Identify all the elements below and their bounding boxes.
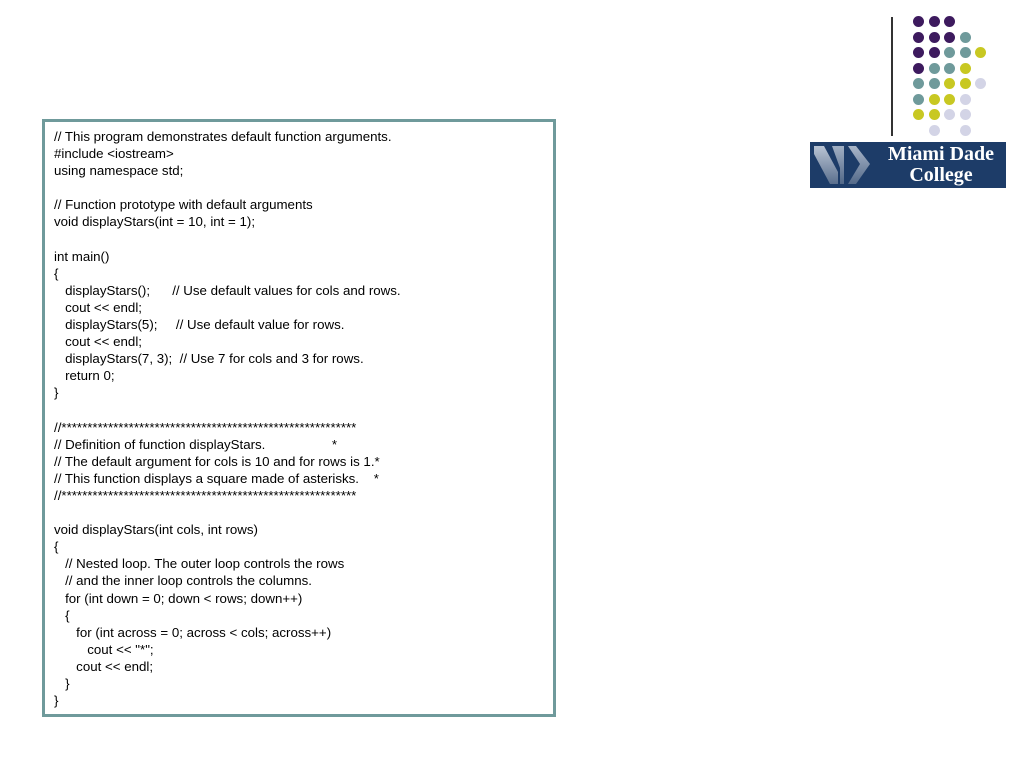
decorative-dot [944,16,955,27]
code-line: // This function displays a square made of asterisks. * [54,470,379,486]
code-line: { [54,539,59,555]
code-line: // Nested loop. The outer loop controls the rows [54,556,345,572]
logo-line-2: College [909,164,973,186]
code-line [54,179,401,196]
code-line: using namespace std; [54,163,184,179]
decorative-dot [944,109,955,120]
decorative-dot [929,32,940,43]
code-line: //********************************************************* [54,419,357,435]
code-line: // Function prototype with default arguments [54,197,313,213]
decorative-dot [944,47,955,58]
decorative-dot [929,78,940,89]
code-line: cout << endl; [54,658,154,674]
code-line: displayStars(); // Use default values for cols and rows. [54,282,401,298]
vertical-divider [891,17,893,136]
code-line: // This program demonstrates default function arguments. [54,129,392,144]
decorative-dot [960,94,971,105]
decorative-dot [913,78,924,89]
code-line: cout << endl; [54,334,142,350]
decorative-dot [960,125,971,136]
code-line: for (int across = 0; across < cols; across++) [54,624,332,640]
code-line [54,231,401,248]
decorative-dot [975,47,986,58]
logo-text [876,144,1006,186]
decorative-dot [913,47,924,58]
code-listing [54,128,401,709]
code-line: int main() [54,248,110,264]
decorative-dot [975,78,986,89]
code-line: #include <iostream> [54,146,174,162]
code-line: // and the inner loop controls the columns. [54,573,312,589]
code-line: displayStars(7, 3); // Use 7 for cols and 3 for rows. [54,351,364,367]
code-line: displayStars(5); // Use default value for rows. [54,317,345,333]
decorative-dot [929,109,940,120]
decorative-dot [913,109,924,120]
code-listing-box [42,119,556,717]
code-line: { [54,265,59,281]
logo-line-1: Miami Dade [887,143,995,165]
code-line [54,504,401,521]
code-line: } [54,385,59,401]
decorative-dot [960,32,971,43]
code-line: //********************************************************* [54,487,357,503]
decorative-dot [929,16,940,27]
code-line: return 0; [54,368,115,384]
logo-md-mark-icon [810,142,874,188]
code-line: // Definition of function displayStars. * [54,436,338,452]
code-line: cout << "*"; [54,641,154,657]
code-line: { [54,607,70,623]
miami-dade-college-logo [810,142,1006,188]
decorative-dot [929,63,940,74]
decorative-dot [944,78,955,89]
code-line [54,402,401,419]
decorative-dot [929,125,940,136]
decorative-dot [960,78,971,89]
code-line: } [54,676,70,691]
decorative-dot [929,47,940,58]
decorative-dot [960,63,971,74]
code-line: for (int down = 0; down < rows; down++) [54,590,303,606]
decorative-dot [913,94,924,105]
decorative-dot [913,32,924,43]
decorative-dot [960,109,971,120]
decorative-dot [929,94,940,105]
code-line: void displayStars(int cols, int rows) [54,522,258,538]
decorative-dot [944,94,955,105]
decorative-dot [944,32,955,43]
code-line: // The default argument for cols is 10 and for rows is 1.* [54,453,380,469]
decorative-dot [960,47,971,58]
code-line: void displayStars(int = 10, int = 1); [54,214,256,230]
code-line: cout << endl; [54,299,142,315]
decorative-dot [913,16,924,27]
code-line: } [54,693,59,709]
decorative-dot [944,63,955,74]
decorative-dot [913,63,924,74]
